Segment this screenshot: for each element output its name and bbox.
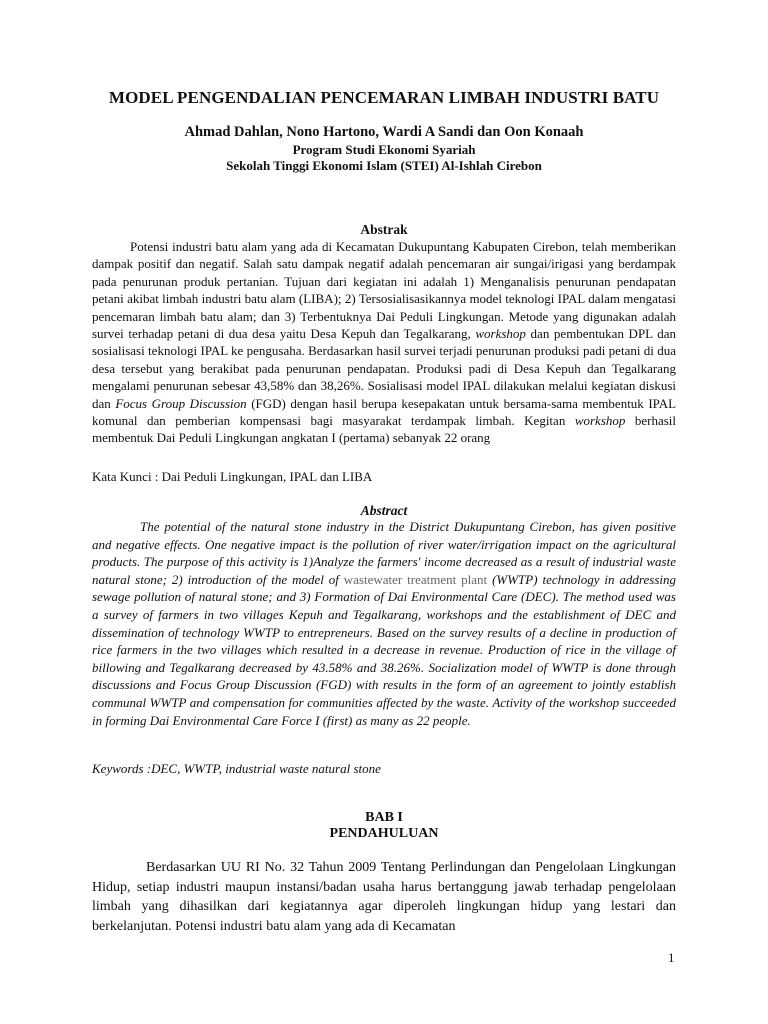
abstract-heading: Abstract (360, 503, 408, 518)
abstract-wwtp-term: wastewater treatment plant (343, 571, 488, 587)
abstrak-workshop-term: workshop (475, 326, 526, 342)
affiliation-program: Program Studi Ekonomi Syariah (292, 142, 476, 157)
abstrak-workshop-term-2: workshop (574, 413, 626, 429)
kata-kunci: Kata Kunci : Dai Peduli Lingkungan, IPAL dan LIBA (92, 469, 373, 484)
abstract-paragraph (92, 518, 676, 729)
abstrak-text-4: berhasil membentuk Dai Peduli Lingkungan angkatan I (pertama) sebanyak 22 orang (92, 413, 677, 446)
paper-title: MODEL PENGENDALIAN PENCEMARAN LIMBAH INDUSTRI BATU (108, 88, 660, 107)
abstract-text-2: (WWTP) technology in addressing sewage pollution of natural stone; and 3) Formation of Dai Environmental Care (DEC). The method used was a survey of farmers in two villages Kepuh and Tegalkarang, workshops and the establishment of DEC and dissemination of technology WWTP to entrepreneurs. Based on the survey results of a decline in production of rice farmers in the two villages which resulted in a decrease in revenue. Production of rice in the village of billowing and Tegalkarang decreased by 43.58% and 38.26%. Socialization model of WWTP is done through discussions and Focus Group Discussion (FGD) with results in the form of an agreement to jointly establish communal WWTP and compensation for communities affected by the waste. Activity of the workshop succeeded in forming Dai Environmental Care Force I (first) as many as 22 people. (92, 571, 676, 728)
page-number: 1 (668, 950, 675, 965)
abstrak-text-1: Potensi industri batu alam yang ada di Kecamatan Dukupuntang Kabupaten Cirebon, telah memberikan dampak positif dan negatif. Salah satu dampak negatif adalah pencemaran air sungai/irigasi yang berdampak pada penurunan produk pertanian. Tujuan dari kegiatan ini adalah 1) Menganalisis penurunan pendapatan petani akibat limbah industri batu alam (LIBA); 2) Tersosialisasikannya model teknologi IPAL dalam mengatasi pencemaran limbah batu alam; dan 3) Terbentuknya Dai Peduli Lingkungan. Metode yang digunakan adalah survei terhadap petani di dua desa yaitu Desa Kepuh dan Tegalkarang, (92, 239, 676, 342)
abstract-text-1: The potential of the natural stone industry in the District Dukupuntang Cirebon, has given positive and negative effects. One negative impact is the pollution of river water/irrigation impact on the agricultural products. The purpose of this activity is 1)Analyze the farmers' income decreased as a result of industrial waste natural stone; 2) introduction of the model of (92, 519, 676, 587)
abstrak-paragraph (92, 238, 676, 447)
intro-text: Berdasarkan UU RI No. 32 Tahun 2009 Tentang Perlindungan dan Pengelolaan Lingkungan Hidup, setiap industri maupun instansi/badan usaha harus bertanggung jawab terhadap pengelolaan limbah yang dihasilkan dari kegiatannya agar diperoleh lingkungan hidup yang lestari dan berkelanjutan. Potensi industri batu alam yang ada di Kecamatan (92, 860, 676, 934)
abstrak-text-2: dan pembentukan DPL dan sosialisasi teknologi IPAL ke pengusaha. Berdasarkan hasil survei terjadi penurunan produksi padi petani di dua desa tersebut yang berakibat pada penurunan pendapatan. Produksi padi di Desa Kepuh dan Tegalkarang mengalami penurunan sebesar 43,58% dan 38,26%. Sosialisasi model IPAL dilakukan melalui kegiatan diskusi dan (92, 326, 677, 411)
author-list: Ahmad Dahlan, Nono Hartono, Wardi A Sandi dan Oon Konaah (184, 124, 584, 140)
chapter-title: PENDAHULUAN (329, 826, 439, 841)
keywords: Keywords :DEC, WWTP, industrial waste natural stone (92, 761, 381, 776)
affiliation-institution: Sekolah Tinggi Ekonomi Islam (STEI) Al-Ishlah Cirebon (226, 158, 542, 173)
abstrak-heading: Abstrak (360, 222, 408, 237)
chapter-number: BAB I (365, 810, 403, 825)
abstrak-text-3: (FGD) dengan hasil berupa kesepakatan untuk bersama-sama membentuk IPAL komunal dan pemberian kompensasi bagi masyarakat terdampak limbah. Kegitan (92, 395, 677, 429)
abstrak-fgd-term: Focus Group Discussion (115, 395, 247, 411)
intro-paragraph (92, 858, 676, 936)
